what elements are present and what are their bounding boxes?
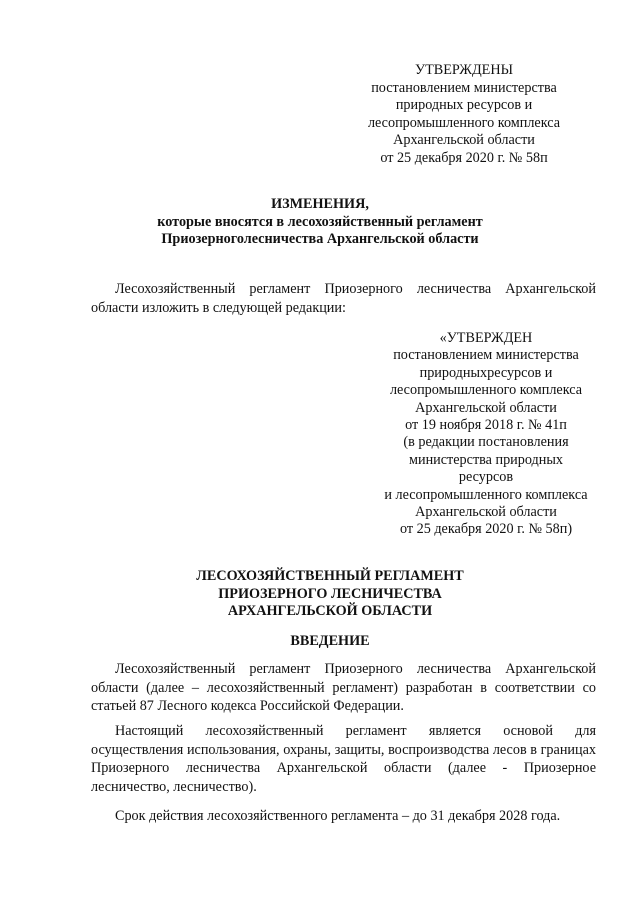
approval-line: Архангельской области (415, 504, 557, 521)
approval-line: лесопромышленного комплекса (389, 382, 583, 399)
approval-line: министерства природных (409, 451, 563, 468)
approval-line: (в редакции постановления (403, 434, 569, 451)
changes-title-line: Приозерноголесничества Архангельской области (161, 231, 479, 247)
approval-stamp-block (350, 62, 578, 167)
approval-line: Архангельской области (415, 399, 557, 416)
regulation-title-line: ПРИОЗЕРНОГО ЛЕСНИЧЕСТВА (218, 585, 442, 602)
body-paragraph (91, 807, 596, 826)
approval-line: природныхресурсов и (419, 364, 553, 381)
body-paragraph (91, 660, 596, 716)
approval-date: от 25 декабря 2020 г. № 58п) (399, 521, 573, 538)
section-heading: ВВЕДЕНИЕ (290, 633, 370, 649)
approval-line: ресурсов (458, 469, 514, 486)
body-paragraph (91, 280, 596, 317)
regulation-title (80, 568, 580, 621)
body-paragraph-text: Лесохозяйственный регламент Приозерного лесничества Архангельской области (далее – лесохозяйственный регламент) разработан в соответствии со статьей 87 Лесного кодекса Российской Федерации. (91, 661, 596, 714)
approval-heading: «УТВЕРЖДЕН (439, 330, 533, 346)
approval-stamp-block-quoted (360, 330, 612, 539)
approval-heading: УТВЕРЖДЕНЫ (415, 62, 513, 78)
approval-line: Архангельской области (393, 132, 535, 148)
approval-line: постановлением министерства (371, 79, 557, 96)
changes-title-line: ИЗМЕНЕНИЯ, (271, 196, 369, 212)
approval-date: от 19 ноября 2018 г. № 41п (405, 417, 567, 434)
body-paragraph-text: Срок действия лесохозяйственного регламента – до 31 декабря 2028 года. (115, 808, 561, 824)
body-paragraph (91, 722, 596, 796)
body-paragraph-text: Настоящий лесохозяйственный регламент является основой для осуществления использования, охраны, защиты, воспроизводства лесов в границах Приозерного лесничества Архангельской области (далее - Приозерное лесничество, лесничество). (91, 723, 596, 795)
regulation-title-line: ЛЕСОХОЗЯЙСТВЕННЫЙ РЕГЛАМЕНТ (196, 568, 464, 584)
changes-title (80, 196, 560, 249)
body-paragraph-text: Лесохозяйственный регламент Приозерного лесничества Архангельской области изложить в следующей редакции: (91, 281, 596, 316)
approval-line: природных ресурсов и (395, 97, 533, 113)
approval-line: постановлением министерства (393, 347, 579, 364)
approval-date: от 25 декабря 2020 г. № 58п (380, 149, 548, 166)
approval-line: лесопромышленного комплекса (367, 114, 561, 131)
changes-title-line: которые вносятся в лесохозяйственный регламент (157, 213, 483, 230)
approval-line: и лесопромышленного комплекса (384, 486, 588, 503)
regulation-title-line: АРХАНГЕЛЬСКОЙ ОБЛАСТИ (227, 603, 433, 619)
